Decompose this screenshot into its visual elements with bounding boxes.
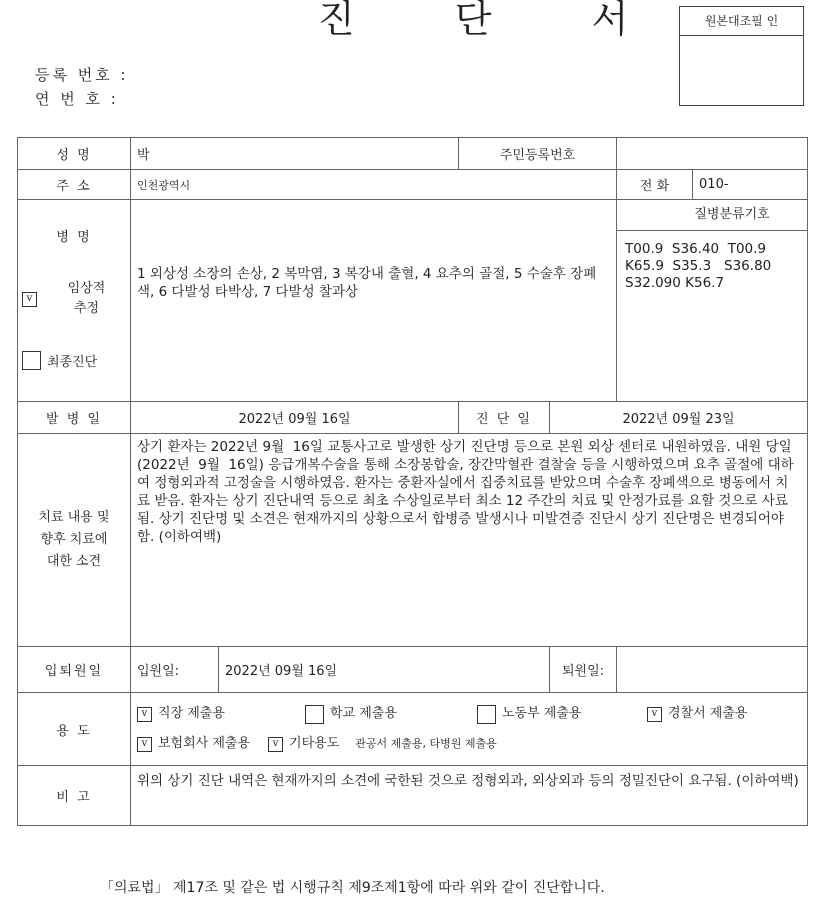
stamp-label: 원본대조필 인 xyxy=(680,7,803,36)
usage-option-labor[interactable] xyxy=(477,699,647,729)
labor-label: 노동부 제출용 xyxy=(502,706,582,721)
name-row xyxy=(18,138,808,170)
remarks-label: 비 고 xyxy=(18,766,131,826)
treatment-label-2: 향후 치료에 xyxy=(40,532,108,547)
usage-option-workplace[interactable] xyxy=(137,699,305,729)
onset-date-label: 발 병 일 xyxy=(18,402,131,434)
address-value: 인천광역시 xyxy=(131,170,617,200)
treatment-text: 상기 환자는 2022년 9월 16일 교통사고로 발생한 상기 진단명 등으로 본원 외상 센터로 내원하였음. 내원 당일 (2022년 9월 16일) 응급개복수술을 통해 소장봉합술, 장간막혈관 결찰술 등을 시행하였으며 요추 골절에 대하여 정형외과적 고정술을 시행하였음. 환자는 중환자실에서 집중치료를 받았으며 수술후 장폐색으로 병동에서 치료 받음. 환자는 상기 진단내역 등으로 최초 수상일로부터 최소 12 주간의 치료 및 안정가료를 요할 것으로 사료됨. 상기 진단명 및 소견은 현재까지의 상황으로서 합병증 발생시나 미발견증 진단시 상기 진단명은 변경되어야 함. (이하여백) xyxy=(131,434,808,647)
dates-row xyxy=(18,402,808,434)
usage-row xyxy=(18,693,808,766)
usage-label: 용 도 xyxy=(18,693,131,766)
document-title: 진 단 서 xyxy=(318,0,673,41)
insurance-checkbox[interactable]: v xyxy=(137,737,152,752)
resident-id-value xyxy=(617,138,808,170)
diagnosis-form-table xyxy=(17,137,808,826)
legal-footer: 「의료법」 제17조 및 같은 법 시행규칙 제9조제1항에 따라 위와 같이 진단합니다. xyxy=(100,880,605,896)
clinical-estimate-label-1: 임상적 xyxy=(67,281,106,296)
onset-date-value: 2022년 09월 16일 xyxy=(131,402,459,434)
name-label: 성 명 xyxy=(18,138,131,170)
usage-option-school[interactable] xyxy=(305,699,477,729)
stamp-box xyxy=(679,6,804,106)
diagnosis-date-label: 진 단 일 xyxy=(459,402,550,434)
phone-label: 전 화 xyxy=(617,170,693,200)
disease-code-header: 질병분류기호 xyxy=(617,200,807,231)
remarks-row xyxy=(18,766,808,826)
clinical-estimate-checkbox[interactable]: v xyxy=(22,292,37,307)
treatment-row xyxy=(18,434,808,647)
school-label: 학교 제출용 xyxy=(330,706,397,721)
registration-number-label: 등록 번호 : xyxy=(35,66,129,84)
usage-options xyxy=(131,693,808,766)
other-checkbox[interactable]: v xyxy=(268,737,283,752)
address-label: 주 소 xyxy=(18,170,131,200)
clinical-estimate-label-2: 추정 xyxy=(73,301,100,316)
name-value: 박 xyxy=(131,138,459,170)
clinical-estimate-option[interactable] xyxy=(18,279,130,319)
usage-option-police[interactable] xyxy=(647,699,747,729)
disease-codes: T00.9 S36.40 T00.9 K65.9 S35.3 S36.80 S32.090 K56.7 xyxy=(625,241,772,291)
admission-row xyxy=(18,647,808,693)
other-detail: 관공서 제출용, 타병원 제출용 xyxy=(355,737,497,750)
disease-label-cell xyxy=(18,200,131,402)
diagnosis-date-value: 2022년 09월 23일 xyxy=(550,402,808,434)
admission-in-label: 입원일: xyxy=(131,647,219,693)
phone-value: 010- xyxy=(693,170,808,200)
workplace-checkbox[interactable]: v xyxy=(137,707,152,722)
admission-out-label: 퇴원일: xyxy=(550,647,617,693)
remarks-text: 위의 상기 진단 내역은 현재까지의 소견에 국한된 것으로 정형외과, 외상외과 등의 정밀진단이 요구됨. (이하여백) xyxy=(131,766,808,826)
usage-option-other[interactable] xyxy=(268,729,497,759)
final-diagnosis-option[interactable] xyxy=(18,351,130,370)
address-row xyxy=(18,170,808,200)
admission-in-value: 2022년 09월 16일 xyxy=(219,647,550,693)
treatment-label-1: 치료 내용 및 xyxy=(38,510,110,525)
resident-id-label: 주민등록번호 xyxy=(459,138,617,170)
insurance-label: 보험회사 제출용 xyxy=(158,736,251,751)
police-label: 경찰서 제출용 xyxy=(668,706,748,721)
diagnosis-text: 1 외상성 소장의 손상, 2 복막염, 3 복강내 출혈, 4 요추의 골절, 5 수술후 장폐색, 6 다발성 타박상, 7 다발성 찰과상 xyxy=(131,200,617,402)
other-label: 기타용도 xyxy=(289,736,340,751)
police-checkbox[interactable]: v xyxy=(647,707,662,722)
disease-label: 병 명 xyxy=(56,230,92,245)
treatment-label-cell xyxy=(18,434,131,647)
disease-row xyxy=(18,200,808,402)
treatment-label-3: 대한 소견 xyxy=(46,554,102,569)
admission-out-value xyxy=(617,647,808,693)
usage-option-insurance[interactable] xyxy=(137,729,250,759)
final-diagnosis-label: 최종진단 xyxy=(47,355,98,370)
workplace-label: 직장 제출용 xyxy=(158,706,225,721)
final-diagnosis-checkbox[interactable] xyxy=(22,351,41,370)
school-checkbox[interactable] xyxy=(305,705,324,724)
disease-code-cell xyxy=(617,200,808,402)
admission-label: 입퇴원일 xyxy=(18,647,131,693)
labor-checkbox[interactable] xyxy=(477,705,496,724)
serial-number-label: 연 번 호 : xyxy=(35,90,119,108)
